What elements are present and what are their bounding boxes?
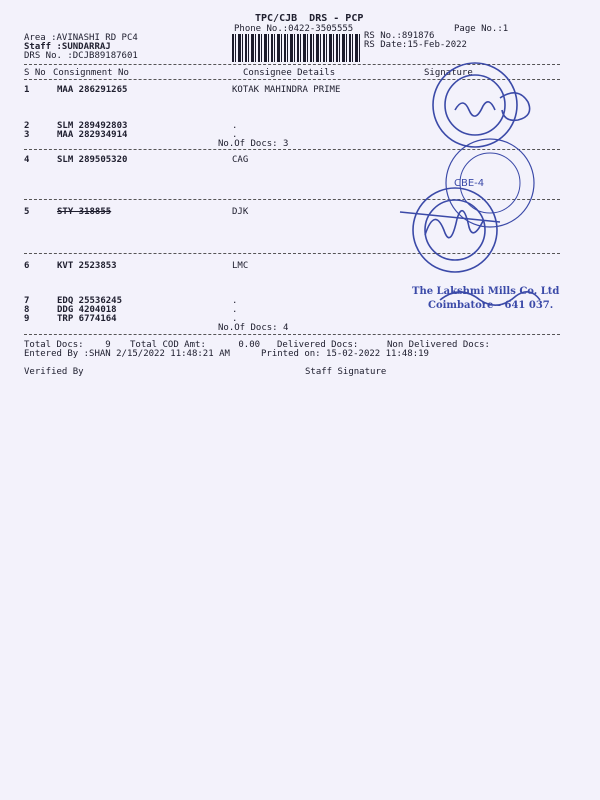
- row-sno: 4: [24, 155, 30, 165]
- lakshmi-stamp-name: The Lakshmi Mills Co. Ltd: [412, 286, 560, 297]
- staff-signature-label: Staff Signature: [305, 367, 387, 377]
- row-sno: 3: [24, 130, 30, 140]
- row-consignment: MAA 286291265: [57, 85, 128, 95]
- total-cod: Total COD Amt: 0.00: [130, 340, 261, 350]
- row-consignment: STY 318855: [57, 207, 112, 217]
- col-sno: S No: [24, 68, 46, 78]
- rs-date: RS Date:15-Feb-2022: [364, 40, 467, 50]
- row-consignee: KOTAK MAHINDRA PRIME: [232, 85, 341, 95]
- row-sno: 5: [24, 207, 30, 217]
- verified-by: Verified By: [24, 367, 84, 377]
- row-consignee: .: [232, 121, 238, 131]
- row-consignment: SLM 289505320: [57, 155, 128, 165]
- printed-on: Printed on: 15-02-2022 11:48:19: [261, 349, 429, 359]
- staff-label: Staff :SUNDARRAJ: [24, 42, 111, 52]
- construction-stamp-code: CBE-4: [454, 178, 485, 189]
- col-signature: Signature: [424, 68, 473, 78]
- row-consignee: .: [232, 314, 238, 324]
- row-consignment: MAA 282934914: [57, 130, 128, 140]
- row-consignee: CAG: [232, 155, 249, 165]
- col-consignee: Consignee Details: [243, 68, 336, 78]
- row-consignment: EDQ 25536245: [57, 296, 123, 306]
- row-sno: 9: [24, 314, 30, 324]
- delivered-docs: Delivered Docs:: [277, 340, 359, 350]
- row-consignment: SLM 289492803: [57, 121, 128, 131]
- row-sno: 8: [24, 305, 30, 315]
- row-sno: 7: [24, 296, 30, 306]
- rs-number: RS No.:891876: [364, 31, 435, 41]
- document-title: TPC/CJB DRS - PCP: [255, 13, 364, 24]
- group-docs-count: No.Of Docs: 4: [218, 323, 289, 333]
- signature-scribble: [455, 93, 530, 120]
- entered-by: Entered By :SHAN 2/15/2022 11:48:21 AM: [24, 349, 230, 359]
- area-label: Area :AVINASHI RD PC4: [24, 33, 138, 43]
- non-delivered-docs: Non Delivered Docs:: [387, 340, 490, 350]
- col-consignment: Consignment No: [53, 68, 129, 78]
- phone-number: Phone No.:0422-3505555: [234, 24, 354, 34]
- row-consignment: DDG 4204018: [57, 305, 117, 315]
- lakshmi-stamp-city: Coimbatore - 641 037.: [428, 300, 554, 311]
- row-sno: 1: [24, 85, 30, 95]
- row-consignment: KVT 2523853: [57, 261, 117, 271]
- drs-number: DRS No. :DCJB89187601: [24, 51, 138, 61]
- row-consignee: DJK: [232, 207, 249, 217]
- group-docs-count: No.Of Docs: 3: [218, 139, 289, 149]
- row-sno: 6: [24, 261, 30, 271]
- row-consignee: .: [232, 296, 238, 306]
- row-consignment: TRP 6774164: [57, 314, 117, 324]
- total-docs: Total Docs: 9: [24, 340, 111, 350]
- row-sno: 2: [24, 121, 30, 131]
- row-consignee: LMC: [232, 261, 249, 271]
- row-consignee: .: [232, 305, 238, 315]
- row-consignee: .: [232, 130, 238, 140]
- page-number: Page No.:1: [454, 24, 509, 34]
